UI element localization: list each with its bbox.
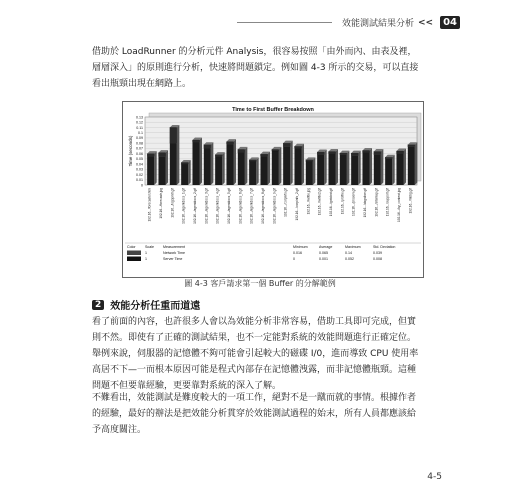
bar-server-time bbox=[340, 155, 347, 185]
legend-cell: 1 bbox=[145, 251, 147, 255]
bar-server-time bbox=[204, 148, 211, 185]
bar-network-time bbox=[317, 152, 324, 155]
bar-server-time bbox=[158, 157, 165, 185]
bar-network-time bbox=[351, 153, 358, 156]
running-header bbox=[237, 16, 460, 29]
bar-side bbox=[245, 147, 248, 185]
x-tick-label: 192.16.../agentdocs_7.gif bbox=[249, 188, 254, 224]
bar-side bbox=[370, 148, 373, 185]
bar-side bbox=[347, 151, 350, 185]
bar-server-time bbox=[170, 143, 177, 185]
bar-network-time bbox=[260, 154, 267, 156]
legend-swatch bbox=[127, 251, 141, 256]
chapter-number: 04 bbox=[440, 16, 460, 29]
header-rule bbox=[237, 22, 332, 23]
bar-side bbox=[166, 150, 169, 185]
bar-side bbox=[268, 152, 271, 185]
x-tick-label: 192.16.../by_content.jpg bbox=[397, 188, 401, 223]
y-tick-label: 0.03 bbox=[136, 167, 143, 172]
bar-side bbox=[200, 138, 203, 185]
x-tick-label: 192.16.../mbbg.gif bbox=[408, 188, 413, 214]
bar-server-time bbox=[385, 159, 392, 185]
bar-side bbox=[222, 152, 225, 185]
chart-figure bbox=[122, 101, 424, 278]
bar-network-time bbox=[249, 160, 256, 162]
x-tick-label: 192.16.../iwtitle.jpg bbox=[306, 188, 311, 215]
paragraph-conclusion: 不難看出，效能測試是難度較大的一項工作，絕對不是一蹴而就的事情。根據作者的經驗，最好的辦法是把效能分析貫穿於效能測試過程的始末，所有人員都應該給予高度關注。 bbox=[92, 393, 417, 435]
x-tick-label: 192.16.../corpinfo.gif bbox=[283, 188, 288, 217]
legend-cell: 0.14 bbox=[345, 251, 352, 255]
legend-swatch bbox=[127, 257, 141, 262]
bar-network-time bbox=[170, 127, 177, 143]
bar-server-time bbox=[249, 161, 256, 185]
bar-side bbox=[290, 141, 293, 185]
bar-side bbox=[313, 157, 316, 185]
bar-side bbox=[256, 157, 259, 185]
x-tick-label: 192.16.../agentdocs_5.gif bbox=[227, 188, 231, 224]
x-tick-label: 192.16.../agentdocs_8.gif bbox=[261, 188, 265, 224]
x-tick-label: 192.16.../forecaster.htm bbox=[147, 188, 152, 222]
x-tick-label: 192.16.../agentdocs_2.gif bbox=[193, 188, 197, 224]
legend-cell: 0.039 bbox=[373, 251, 382, 255]
legend-cell: 1 bbox=[145, 257, 147, 261]
bar-server-time bbox=[351, 156, 358, 185]
header-title: 效能測試結果分析 bbox=[341, 19, 414, 29]
bar-side bbox=[188, 160, 191, 185]
legend-cell: 0.016 bbox=[293, 251, 302, 255]
bar-server-time bbox=[226, 144, 233, 185]
bar-server-time bbox=[306, 161, 313, 185]
bar-network-time bbox=[408, 145, 415, 147]
x-tick-label: 192.16.../support.gif bbox=[385, 188, 390, 217]
y-axis-label: Time (seconds) bbox=[128, 135, 133, 167]
y-tick-label: 0.08 bbox=[136, 141, 143, 146]
y-tick-label: 0 bbox=[141, 183, 143, 188]
bar-side bbox=[336, 149, 339, 185]
bar-side bbox=[415, 142, 418, 185]
bar-server-time bbox=[238, 153, 245, 185]
bar-side bbox=[302, 144, 305, 185]
y-tick-label: 0.07 bbox=[136, 146, 143, 151]
bar-network-time bbox=[294, 146, 301, 148]
y-tick-label: 0.02 bbox=[136, 172, 143, 177]
y-tick-label: 0.01 bbox=[136, 178, 143, 183]
legend-cell: 0.052 bbox=[345, 257, 354, 261]
legend-header: Maximum bbox=[345, 245, 361, 249]
bar-network-time bbox=[158, 153, 165, 157]
x-tick-label: 192.16.../logopmtr.gif bbox=[170, 188, 175, 218]
section-title: 效能分析任重而道遠 bbox=[110, 301, 201, 312]
bar-server-time bbox=[362, 153, 369, 185]
x-tick-label: 192.16.../gotobnt.gif bbox=[329, 188, 333, 217]
bar-network-time bbox=[374, 152, 381, 155]
bar-network-time bbox=[306, 160, 313, 162]
bar-network-time bbox=[215, 155, 222, 157]
y-tick-label: 0.1 bbox=[138, 130, 143, 135]
section-heading bbox=[92, 297, 200, 312]
y-tick-label: 0.06 bbox=[136, 151, 143, 156]
y-tick-label: 0.09 bbox=[136, 136, 143, 141]
bar-network-time bbox=[147, 154, 154, 157]
bar-server-time bbox=[147, 156, 154, 185]
bar-side bbox=[154, 151, 157, 185]
bar-network-time bbox=[385, 157, 392, 159]
bar-server-time bbox=[374, 155, 381, 185]
bar-server-time bbox=[408, 147, 415, 185]
bar-network-time bbox=[226, 142, 233, 145]
bar-network-time bbox=[181, 163, 188, 165]
legend-header: Minimum bbox=[293, 245, 308, 249]
x-tick-label: 192.16.../agentdocs_6.gif bbox=[238, 188, 243, 224]
bar-side bbox=[211, 142, 214, 185]
figure-caption: 圖 4-3 客戶請求第一個 Buffer 的分解範例 bbox=[184, 279, 336, 288]
y-tick-label: 0.05 bbox=[136, 157, 143, 162]
bar-side bbox=[279, 147, 282, 185]
x-tick-label: 192.16.../agentdocs_4.gif bbox=[215, 188, 220, 224]
bar-side bbox=[381, 149, 384, 185]
x-tick-label: 192.16.../proserv.gif bbox=[351, 188, 356, 216]
x-tick-label: 192.16.../agentdocs_1.gif bbox=[181, 188, 186, 224]
bar-side bbox=[358, 151, 361, 185]
x-tick-label: 192.16.../forecastr.jpg bbox=[159, 188, 163, 219]
bar-server-time bbox=[283, 147, 290, 185]
legend-cell: 0.001 bbox=[319, 257, 328, 261]
bar-network-time bbox=[238, 149, 245, 152]
x-tick-label: 192.16.../agentdocs_3.gif bbox=[204, 188, 209, 224]
bar-network-time bbox=[204, 145, 211, 149]
legend-cell: 0 bbox=[293, 257, 295, 261]
bar-side bbox=[404, 149, 407, 186]
paragraph-analysis: 看了前面的內容，也許很多人會以為效能分析非常容易，借助工具即可完成，但實則不然。即使有了正確的測試結果，也不一定能對系統的效能問題進行正確定位。舉例來說，伺服器的記憶體不夠可能會引起較大的磁碟 I/0，進而導致 CPU 使用率高居不下—一而根本原因可能是程式內部存在記憶體洩露，而非記憶體瓶頸。這種問題不但要靠經驗，更要靠對系統的深入了解。 bbox=[92, 317, 419, 391]
legend-cell: Server Time bbox=[163, 257, 183, 261]
y-tick-label: 0.12 bbox=[136, 120, 143, 125]
chart-title: Time to First Buffer Breakdown bbox=[232, 107, 314, 113]
x-tick-label: 192.16.../agentdocs_9.gif bbox=[272, 188, 277, 224]
bar-server-time bbox=[181, 164, 188, 185]
x-tick-label: 192.16.../dsgnline.gif bbox=[363, 188, 367, 218]
legend-header: Average bbox=[319, 245, 333, 249]
header-arrows: << bbox=[417, 17, 434, 28]
x-tick-label: 192.16.../sitemap.gif bbox=[374, 187, 379, 217]
bar-side bbox=[392, 155, 395, 185]
x-tick-label: 192.16.../iwtitle2.gif bbox=[317, 188, 322, 216]
bar-network-time bbox=[192, 140, 199, 142]
legend-header: Color bbox=[127, 245, 136, 249]
x-tick-label: 192.16.../profile.gif bbox=[340, 188, 345, 215]
legend-header: Std. Deviation bbox=[373, 245, 396, 249]
bar-side bbox=[324, 150, 327, 185]
chart-svg bbox=[123, 102, 423, 277]
bar-server-time bbox=[294, 148, 301, 185]
legend-cell: 0.008 bbox=[373, 257, 382, 261]
bar-network-time bbox=[396, 151, 403, 154]
bar-network-time bbox=[272, 149, 279, 151]
bar-server-time bbox=[328, 154, 335, 185]
bar-side bbox=[234, 139, 237, 185]
legend-header: Measurement bbox=[163, 245, 185, 249]
bar-network-time bbox=[362, 150, 369, 152]
section-number: 2 bbox=[92, 300, 104, 310]
paragraph-intro: 借助於 LoadRunner 的分析元件 Analysis，很容易按照「由外而內、由表及裡，層層深入」的原則進行分析，快速將問題鎖定。例如圖 4-3 所示的交易，可以直接看出瓶頸出現在網路上。 bbox=[92, 47, 419, 89]
bar-side bbox=[177, 125, 180, 185]
y-tick-label: 0.13 bbox=[136, 115, 143, 120]
bar-server-time bbox=[192, 142, 199, 185]
bar-server-time bbox=[317, 155, 324, 185]
bar-network-time bbox=[328, 152, 335, 154]
x-tick-label: 192.16.../corpinfo_2.gif bbox=[295, 188, 299, 221]
legend-cell: 0.065 bbox=[319, 251, 328, 255]
legend-header: Scale bbox=[145, 245, 154, 249]
bar-network-time bbox=[340, 153, 347, 155]
bar-network-time bbox=[283, 143, 290, 147]
y-tick-label: 0.11 bbox=[136, 125, 143, 130]
bar-server-time bbox=[260, 156, 267, 185]
legend-cell: Network Time bbox=[163, 251, 185, 255]
bar-server-time bbox=[396, 154, 403, 185]
bar-server-time bbox=[215, 156, 222, 185]
bar-server-time bbox=[272, 151, 279, 185]
page-number: 4-5 bbox=[427, 472, 442, 482]
y-tick-label: 0.04 bbox=[136, 162, 143, 167]
